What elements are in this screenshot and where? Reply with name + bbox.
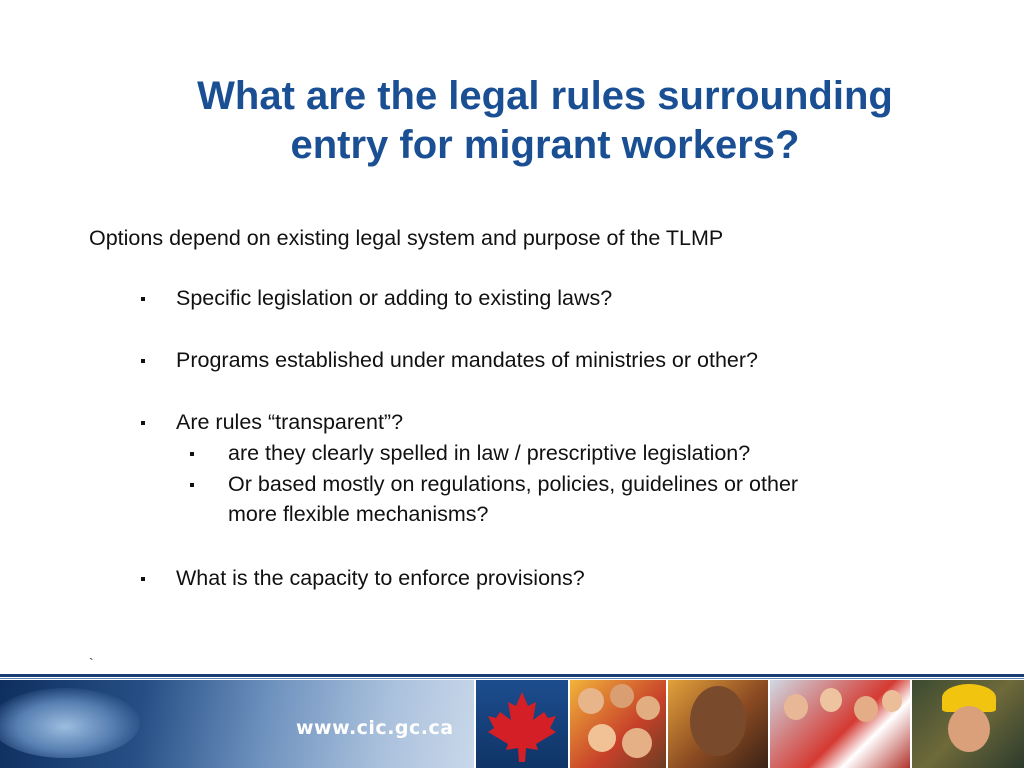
construction-worker-photo <box>912 680 1024 768</box>
bullet-item: What is the capacity to enforce provisions? <box>176 566 585 590</box>
stray-mark: ` <box>89 655 94 671</box>
intro-text: Options depend on existing legal system and purpose of the TLMP <box>89 226 724 250</box>
bullet-item: Specific legislation or adding to existing laws? <box>176 286 613 310</box>
footer-rule <box>0 674 1024 677</box>
bullet-item: Are rules “transparent”? <box>176 410 404 434</box>
handshake-icon <box>0 688 140 758</box>
sub-bullet-icon <box>190 483 194 487</box>
slide-title-line-1: What are the legal rules surrounding <box>197 74 893 118</box>
bullet-icon <box>141 421 145 425</box>
maple-leaf-icon <box>476 680 568 768</box>
slide-title-line-2: entry for migrant workers? <box>290 123 800 167</box>
sub-bullet-icon <box>190 452 194 456</box>
footer-rule-thin <box>0 678 1024 679</box>
sub-bullet-item-continued: more flexible mechanisms? <box>228 502 489 526</box>
bullet-icon <box>141 359 145 363</box>
sub-bullet-item: Or based mostly on regulations, policies, guidelines or other <box>228 472 799 496</box>
maple-leaf-tile <box>476 680 568 768</box>
children-photo <box>570 680 666 768</box>
banner-handshake-image <box>0 680 474 768</box>
woman-portrait-photo <box>668 680 768 768</box>
footer-url[interactable]: www.cic.gc.ca <box>296 717 454 739</box>
sub-bullet-item: are they clearly spelled in law / prescriptive legislation? <box>228 441 751 465</box>
bullet-item: Programs established under mandates of ministries or other? <box>176 348 758 372</box>
crowd-flags-photo <box>770 680 910 768</box>
bullet-icon <box>141 577 145 581</box>
bullet-icon <box>141 297 145 301</box>
footer-banner <box>0 680 1024 768</box>
